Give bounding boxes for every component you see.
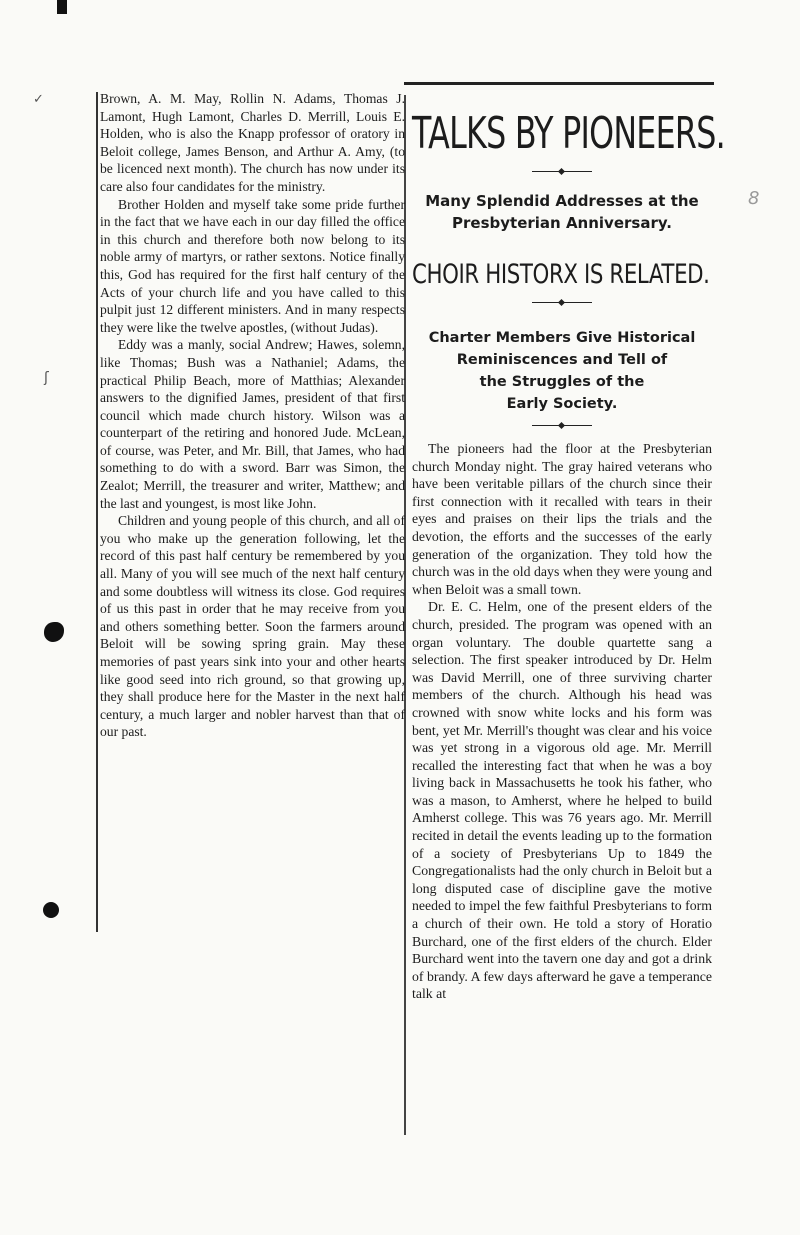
column-rule-left — [96, 92, 98, 932]
right-column — [412, 95, 725, 1003]
ornament-divider — [532, 425, 592, 426]
subheadline-line: the Struggles of the — [479, 374, 645, 390]
article-paragraph: Dr. E. C. Helm, one of the present elders of the church, presided. The program was opened with an organ voluntary. The double quartette sang a selection. The first speaker introduced by Dr. Helm was David Merrill, one of three surviving charter members of the church. Although his head was crowned with snow white locks and his form was bent, yet Mr. Merrill's thought was clear and his voice was yet strong in a vigorous old age. Mr. Merrill recalled the interesting fact that when he was a boy living back in Massachusetts he took his father, who was a mason, to Amherst, where he helped to build Amherst college. This was 76 years ago. Mr. Merrill recited in detail the events leading up to the formation of a society of Presbyterians Up to 1849 the Congregationalists had the only church in Beloit but a long disputed case of discipline gave the motive needed to impel the few faithful Presbyterians to form a church of their own. He told a story of Horatio Burchard, one of the first elders of the church. Elder Burchard went into the tavern one day and got a drink of brandy. A few days afterward he gave a temperance talk at — [412, 599, 712, 1002]
ink-blot — [43, 902, 59, 918]
article-paragraph: Brother Holden and myself take some pride further in the fact that we have each in our day filled the office in this church and therefore both now belong to its noble army of martyrs, or rather sextons. Notice finally this, God has required for the first half century of the Acts of your church life and you have called to this pulpit just 12 different ministers. And in many respects they were like the twelve apostles, (without Judas). — [100, 196, 405, 335]
ink-blot — [44, 622, 64, 642]
ornament-divider — [532, 302, 592, 303]
article-paragraph: Eddy was a manly, social Andrew; Hawes, solemn, like Thomas; Bush was a Nathaniel; Adams, the practical Philip Beach, more of Matthias; Alexander answers to the dignified James, president of that first council which made church history. Wilson was a counterpart of the retiring and honored Jude. McLean, of course, was Peter, and Mr. Bill, that James, who had something to do with a sword. Barr was Simon, the Zealot; Merrill, the treasurer and writer, Matthew; and the last and youngest, is most like John. — [100, 337, 405, 511]
article-paragraph: The pioneers had the floor at the Presbyterian church Monday night. The gray haired veterans who have been veritable pillars of the church since their first connection with it recalled with tears in their eyes and praises on their lips the trials and the devotion, the efforts and the successes of the early generation of the organization. They told how the church was in the old days when they were young and when Beloit was a small town. — [412, 441, 712, 597]
article-body — [412, 440, 712, 1003]
article-paragraph: Brown, A. M. May, Rollin N. Adams, Thomas J. Lamont, Hugh Lamont, Charles D. Merrill, Louis E. Holden, who is also the Knapp professor of oratory in Beloit college, James Benson, and Arthur A. Amy, (to be licenced next month). The church has now under its care also four candidates for the ministry. — [100, 91, 405, 194]
subheadline-secondary — [412, 327, 712, 415]
subheadline-primary — [412, 190, 712, 234]
margin-hook-mark: ʃ — [44, 370, 49, 386]
margin-scribble: 8 — [748, 188, 760, 209]
margin-tick-mark: ✓ — [33, 92, 44, 107]
secondary-headline: CHOIR HISTORX IS RELATED. — [412, 259, 710, 290]
subheadline-line: Early Society. — [506, 396, 618, 412]
left-column — [100, 90, 405, 741]
page-corner-mark — [57, 0, 67, 14]
header-rule — [404, 82, 714, 85]
main-headline: TALKS BY PIONEERS. — [412, 108, 725, 159]
subheadline-line: Many Splendid Addresses at the — [425, 192, 699, 210]
subheadline-line: Presbyterian Anniversary. — [452, 214, 672, 232]
subheadline-line: Charter Members Give Historical — [428, 330, 696, 346]
article-paragraph: Children and young people of this church, and all of you who make up the generation following, let the record of this past half century be remembered by you all. Many of you will see much of the next half century and some doubtless will witness its close. God requires of us this past in order that he may receive from you and others something better. Soon the farmers around Beloit will be sowing spring grain. May these memories of past years sink into your and other hearts like good seed into rich ground, so that growing up, they shall produce here for the Master in the next half century, a much larger and nobler harvest than that of our past. — [100, 513, 405, 740]
ornament-divider — [532, 171, 592, 172]
subheadline-line: Reminiscences and Tell of — [456, 352, 668, 368]
